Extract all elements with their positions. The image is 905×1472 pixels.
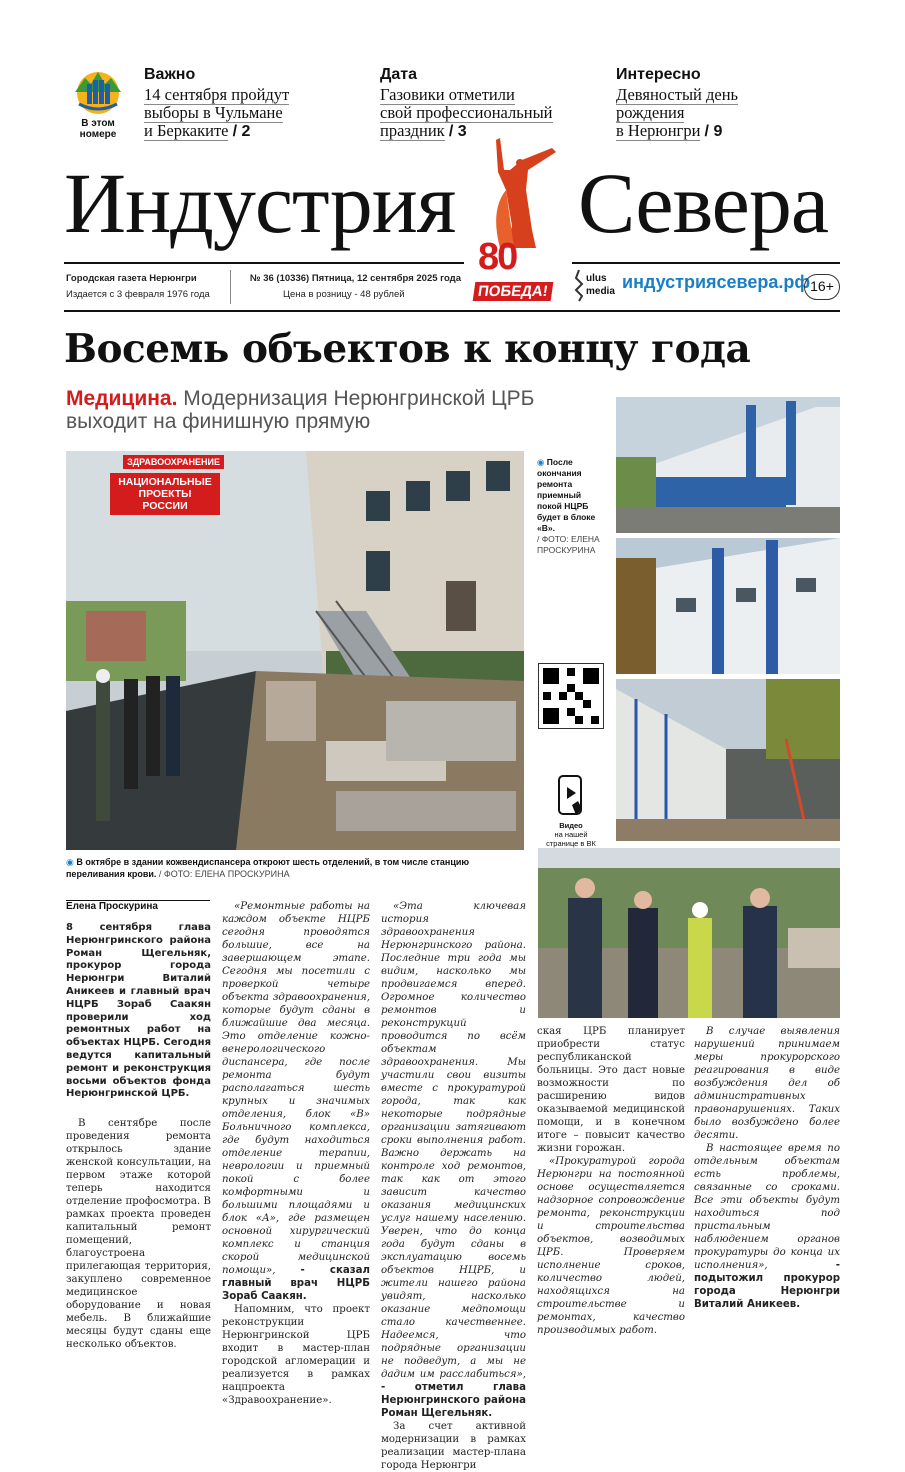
scaffolding-photo <box>616 679 840 841</box>
emblem-number: 80 <box>478 236 517 278</box>
victory-emblem <box>470 130 570 310</box>
photo-scaffolding[interactable] <box>616 679 840 841</box>
subhead-line-2: выходит на финишную прямую <box>66 410 371 433</box>
camera-icon: ◉ <box>66 857 74 867</box>
issue-price: Цена в розницу - 48 рублей <box>283 289 405 300</box>
issue-badge <box>66 66 130 146</box>
badge-top: ЗДРАВООХРАНЕНИЕ <box>123 455 224 469</box>
video-link[interactable] <box>540 775 602 848</box>
teaser-heading: Интересно <box>616 66 701 83</box>
photo-facade[interactable] <box>616 538 840 674</box>
main-caption-credit: / ФОТО: ЕЛЕНА ПРОСКУРИНА <box>158 869 290 879</box>
teaser-line: 14 сентября пройдут <box>144 85 290 104</box>
teaser-line: свой профессиональный <box>380 103 553 122</box>
column-2-attribution: - сказал главный врач НЦРБ Зораб Саакян. <box>222 1265 370 1302</box>
info-bar-rule <box>64 310 840 312</box>
badge-main-1: НАЦИОНАЛЬНЫЕ <box>118 476 212 488</box>
teaser-line: рождения <box>616 103 685 122</box>
badge-label-2: номере <box>79 129 117 140</box>
column-5-quote: В случае выявления нарушений принимаем меры прокурорского реагирования в виде возбуждения дел об административных правонарушениях. Таких было возбуждено более десяти. <box>694 1026 840 1141</box>
smartphone-icon <box>556 775 586 817</box>
column-4-quote: «Прокуратурой города Нерюнгри на постоянной основе осуществляется надзорное сопровождение ремонта, реконструкции и строительства объектов, возводимых ЦРБ. Проверяем исполнение сроков, количество людей, находящихся на строительстве и ремонтах, качество производимых работ. <box>537 1156 685 1336</box>
side-caption-credit: / ФОТО: ЕЛЕНА ПРОСКУРИНА <box>537 534 600 555</box>
officials-inspection-photo <box>538 848 840 1018</box>
main-photo-caption <box>66 856 524 880</box>
national-projects-badge <box>104 451 224 527</box>
article-column-2 <box>222 900 370 1407</box>
teaser-line: выборы в Чульмане <box>144 103 283 122</box>
hospital-building-photo <box>616 397 840 533</box>
article-subhead <box>66 387 606 433</box>
video-label-1: Видео <box>559 821 583 830</box>
masthead-word-2: Севера <box>578 155 829 251</box>
column-5-quote-2: В настоящее время по отдельным объектам есть проблемы, связанные со сроками. Все эти объекты будут находиться под пристальным наблюдением органов прокуратуры до конца их исполнения», - подытожил прокурор города Нерюнгри Виталий Аникеев. <box>694 1143 840 1310</box>
facade-photo <box>616 538 840 674</box>
motherland-statue-icon <box>470 130 570 250</box>
teaser-line: Девяностый день <box>616 85 739 104</box>
qr-pattern-icon <box>543 668 599 724</box>
publisher-name-1: ulus <box>586 273 607 284</box>
video-label-2: на нашей <box>554 830 588 839</box>
photo-building-blue[interactable] <box>616 397 840 533</box>
column-3-quote: «Эта ключевая история здравоохранения Нерюнгринского района. Последние три года мы видим, насколько мы продвигаемся вперед. Огромное количество ремонтов и реконструкций проводится по всём объектам здравоохранения. Мы участили свои визиты вместе с прокуратурой города, так как некоторые подрядные организации затягивают сроки выполнения работ. Важно держать на контроле ход ремонтов, так как от этого зависит качество оказания медицинских услуг нашему населению. Уверен, что до конца года будут сданы в эксплуатацию восемь объектов НЦРБ, и жители нашего района увидят, насколько оказание медпомощи стало качественнее. Надеемся, что подрядные организации не подведут, а мы не дадим им расслабиться», - отметил глава Нерюнгринского района Роман Щегельняк. <box>381 901 526 1419</box>
author-byline: Елена Проскурина <box>66 900 210 912</box>
article-rubric: Медицина. <box>66 387 178 410</box>
article-column-4 <box>537 1025 685 1337</box>
masthead-rule-right <box>572 262 840 264</box>
video-label-3: странице в ВК <box>546 839 596 848</box>
article-column-3 <box>381 900 526 1472</box>
column-3-paragraph: За счет активной модернизации в рамках реализации мастер-плана города Нерюнгри <box>381 1421 526 1471</box>
column-3-attribution: - отметил глава Нерюнгринского района Роман Щегельняк. <box>381 1382 526 1419</box>
emblem-text: ПОБЕДА! <box>473 282 553 301</box>
masthead-rule-left <box>64 262 464 264</box>
info-divider <box>230 270 231 304</box>
teaser-line: праздник <box>380 121 445 140</box>
masthead-word-1: Индустрия <box>64 155 456 251</box>
side-photo-caption <box>537 457 605 556</box>
age-rating-badge: 16+ <box>804 274 840 300</box>
teaser-line: в Нерюнгри <box>616 121 701 140</box>
city-emblem-icon <box>71 66 125 116</box>
column-5-attribution: - подытожил прокурор города Нерюнгри Виталий Аникеев. <box>694 1260 840 1310</box>
teaser-page: / 2 <box>232 123 251 140</box>
side-caption-text: После окончания ремонта приемный покой НЦРБ будет в блоке «В». <box>537 457 596 533</box>
subhead-line-1: Модернизация Нерюнгринской ЦРБ <box>183 387 535 410</box>
publisher-logo[interactable] <box>574 268 618 304</box>
teaser-interesting[interactable] <box>616 66 836 141</box>
badge-main-3: РОССИИ <box>142 500 188 512</box>
badge-main-2: ПРОЕКТЫ <box>138 488 192 500</box>
teaser-page: / 9 <box>704 123 723 140</box>
paper-name: Городская газета Нерюнгри <box>66 273 197 284</box>
column-1-paragraph: В сентябре после проведения ремонта открылось здание женской консультации, на первом этаже которой теперь находится отделение профосмотра. В рамках проекта проведен капитальный ремонт помещений, благоустроена прилегающая территория, закуплено современное медицинское оборудование и новая мебель. В ближайшие месяцы будут сданы еще несколько объектов. <box>66 1118 211 1351</box>
main-photo[interactable] <box>66 451 524 850</box>
publisher-name-2: media <box>586 286 615 297</box>
column-2-quote: «Ремонтные работы на каждом объекте НЦРБ сегодня проводятся большие, все на завершающем этапе. Сегодня мы посетили с проверкой четыре объекта здравоохранения, которые будут сданы в ближайшие два месяца. Это отделение кожно-венерологического диспансера, где после ремонта будут располагаться шесть крупных и значимых отделения, блок «В» Больничного комплекса, где будут находиться отделение терапии, неврологии и приемный покой с более комфортными и большими площадями и блок «А», где размещен основной хирургический комплекс и станция скорой медицинской помощи», - сказал главный врач НЦРБ Зораб Саакян. <box>222 901 370 1302</box>
article-column-1 <box>66 922 211 1351</box>
teaser-heading: Дата <box>380 66 418 83</box>
site-link[interactable]: индустриясевера.рф <box>622 272 811 292</box>
article-column-5 <box>694 1025 840 1311</box>
main-caption-text: В октябре в здании кожвендиспансера откроют шесть отделений, в том числе станцию переливания крови. <box>66 857 470 879</box>
teaser-line: и Беркаките <box>144 121 229 140</box>
publisher-mark-icon <box>574 268 584 302</box>
teaser-heading: Важно <box>144 66 196 83</box>
issue-number: № 36 (10336) Пятница, 12 сентября 2025 года <box>250 273 461 284</box>
paper-since: Издается с 3 февраля 1976 года <box>66 289 210 300</box>
teaser-important[interactable] <box>144 66 364 141</box>
column-4-paragraph: ская ЦРБ планирует приобрести статус республиканской больницы. Это даст новые возможности по расширению видов оказываемой медицинской помощи, и в конечном итоге – повысит качество жизни горожан. <box>537 1026 685 1154</box>
teaser-line: Газовики отметили <box>380 85 515 104</box>
photo-officials[interactable] <box>538 848 840 1018</box>
qr-code[interactable] <box>538 663 604 729</box>
column-2-paragraph: Напомним, что проект реконструкции Нерюнгринской ЦРБ входит в мастер-план городской агломерации и реализуется в рамках нацпроекта «Здравоохранение». <box>222 1304 370 1406</box>
teaser-page: / 3 <box>448 123 467 140</box>
article-lead: 8 сентября глава Нерюнгринского района Роман Щегельняк, прокурор города Нерюнгри Виталий Аникеев и главный врач НЦРБ Зораб Саакян проверили ход ремонтных работ на объектах НЦРБ. Сегодня ведутся капитальный ремонт и реконструкция восьми объектов фонда Нерюнгринской ЦРБ. <box>66 922 211 1100</box>
article-headline: Восемь объектов к концу года <box>64 326 751 372</box>
badge-label-1: В этом <box>81 118 115 129</box>
camera-icon: ◉ <box>537 457 545 467</box>
